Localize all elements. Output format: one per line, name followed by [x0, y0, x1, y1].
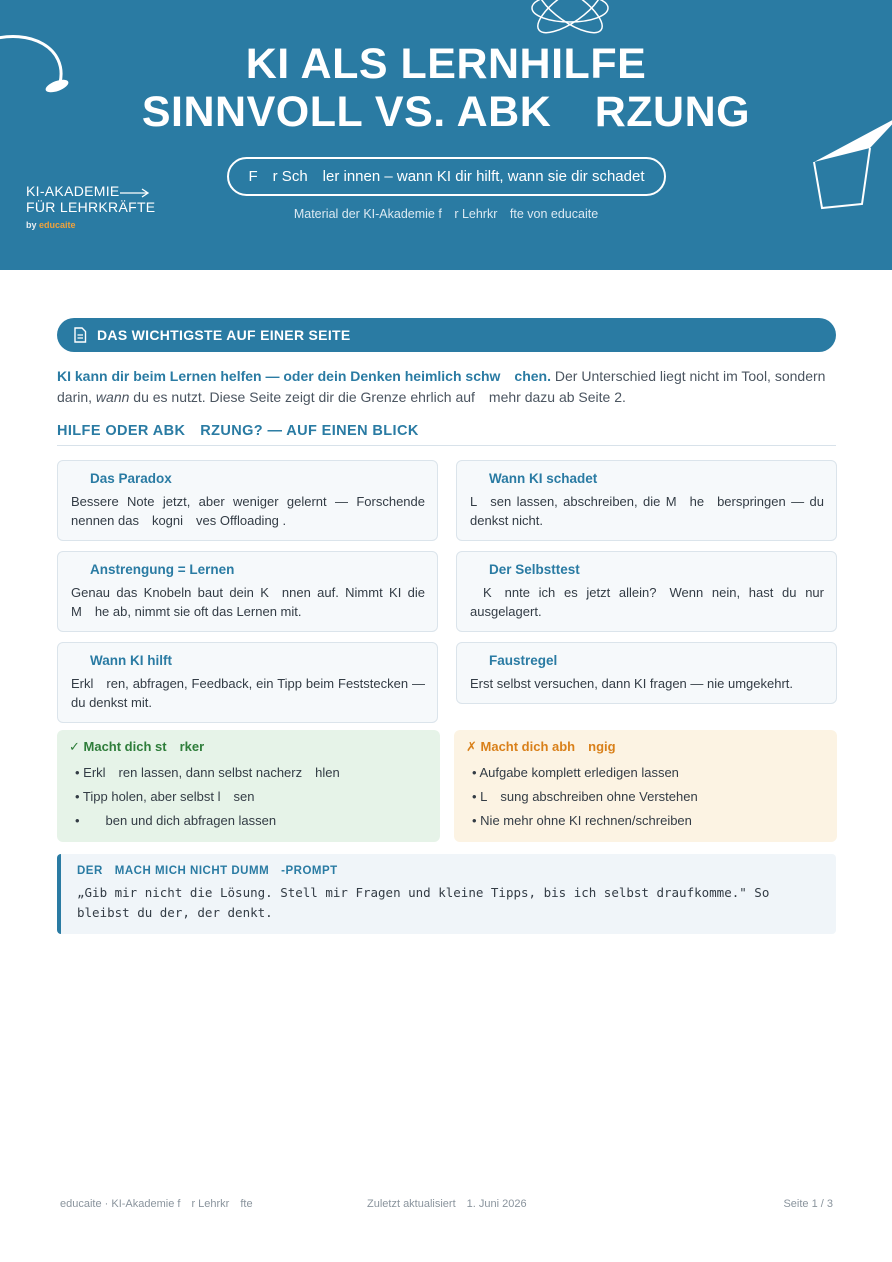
card-text: K nnte ich es jetzt allein? Wenn nein, hast du nur ausgelagert. — [470, 585, 824, 619]
card-title: Anstrengung = Lernen — [90, 562, 235, 577]
footer-page-number: Seite 1 / 3 — [783, 1198, 833, 1210]
title-line-2: SINNVOLL VS. ABK RZUNG — [141, 88, 751, 136]
arrow-right-icon — [120, 188, 150, 198]
card-when-ai-helps — [57, 642, 438, 723]
card-title: Der Selbsttest — [489, 562, 580, 577]
card-title: Das Paradox — [90, 471, 172, 486]
list-item: • ben und dich abfragen lassen — [75, 813, 277, 828]
prompt-callout — [57, 854, 836, 934]
card-text: Genau das Knobeln baut dein K nnen auf. Nimmt KI die M he ab, nimmt sie oft das Lernen mit. — [71, 585, 425, 619]
card-text: Erkl ren, abfragen, Feedback, ein Tipp beim Feststecken — du denkst mit. — [71, 676, 425, 710]
list-item: • Nie mehr ohne KI rechnen/schreiben — [472, 813, 692, 828]
atom-decoration-icon — [528, 0, 612, 38]
footer-date: Zuletzt aktualisiert 1. Juni 2026 — [367, 1198, 527, 1210]
dependent-heading: ✗ Macht dich abh ngig — [466, 739, 616, 754]
card-rule-of-thumb — [456, 642, 837, 704]
intro-text-1: Der Unterschied liegt nicht im Tool, sondern darin, — [57, 368, 826, 405]
card-paradox — [57, 460, 438, 541]
card-text: L sen lassen, abschreiben, die M he berspringen — du denkst nicht. — [470, 494, 824, 528]
footer-left: educaite · KI-Akademie f r Lehrkr fte — [60, 1198, 253, 1210]
strengthen-heading: ✓ Macht dich st rker — [69, 739, 205, 754]
document-icon — [73, 327, 87, 343]
card-title: Wann KI hilft — [90, 653, 172, 668]
overview-heading: HILFE ODER ABK RZUNG? — AUF EINEN BLICK — [57, 423, 836, 446]
logo-line-1: KI-AKADEMIE — [26, 183, 155, 199]
card-effort-learning — [57, 551, 438, 632]
strengthen-box — [57, 730, 440, 842]
prompt-heading: DER MACH MICH NICHT DUMM -PROMPT — [77, 865, 338, 877]
list-item: • L sung abschreiben ohne Verstehen — [472, 789, 698, 804]
card-title: Wann KI schadet — [489, 471, 598, 486]
card-text: Bessere Note jetzt, aber weniger gelernt — Forschende nennen das kogni ves Offloading . — [71, 494, 425, 528]
section-title: DAS WICHTIGSTE AUF EINER SEITE — [97, 327, 351, 343]
card-text: Erst selbst versuchen, dann KI fragen — nie umgekehrt. — [470, 676, 794, 691]
brand-name: educaite — [39, 220, 76, 230]
list-item: • Aufgabe komplett erledigen lassen — [472, 765, 679, 780]
academy-logo — [26, 183, 155, 230]
intro-emphasis: wann — [95, 389, 130, 405]
material-note: Material der KI-Akademie f r Lehrkr fte von educaite — [293, 207, 599, 221]
subtitle-pill: F r Sch ler innen – wann KI dir hilft, wann sie dir schadet — [227, 157, 666, 196]
list-item: • Erkl ren lassen, dann selbst nacherz hlen — [75, 765, 340, 780]
prompt-text: „Gib mir nicht die Lösung. Stell mir Fragen und kleine Tipps, bis ich selbst draufkomme." So bleibst du der, der denkt. — [77, 885, 770, 920]
logo-by: by educaite — [26, 220, 76, 230]
card-when-ai-harms — [456, 460, 837, 541]
logo-line-2: FÜR LEHRKRÄFTE — [26, 199, 156, 215]
dependent-box — [454, 730, 837, 842]
intro-lead: KI kann dir beim Lernen helfen — oder dein Denken heimlich schw chen. — [57, 368, 551, 384]
list-item: • Tipp holen, aber selbst l sen — [75, 789, 255, 804]
intro-paragraph — [57, 366, 836, 408]
page-title — [0, 40, 892, 136]
intro-text-2: du es nutzt. Diese Seite zeigt dir die Grenze ehrlich auf mehr dazu ab Seite 2. — [129, 389, 626, 405]
card-self-test — [456, 551, 837, 632]
title-line-1: KI ALS LERNHILFE — [245, 40, 647, 88]
header-banner — [0, 0, 892, 270]
section-header — [57, 318, 836, 352]
card-title: Faustregel — [489, 653, 558, 668]
